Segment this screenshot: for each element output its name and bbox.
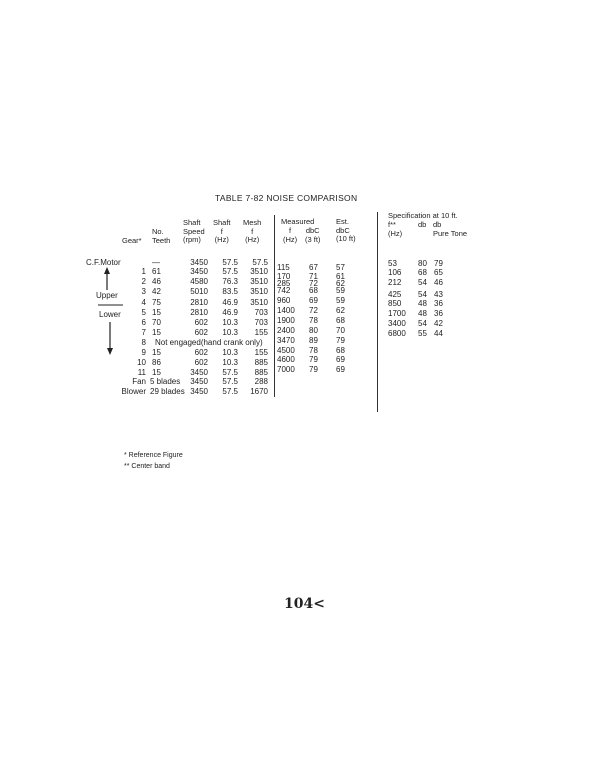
measured-f: 7000 — [277, 365, 295, 374]
shaft-f: 10.3 — [222, 358, 238, 367]
h: (3 ft) — [305, 234, 321, 244]
h: Speed — [183, 226, 205, 236]
h: (Hz) — [283, 234, 298, 244]
spec-db: 54 — [418, 319, 427, 328]
table-title: TABLE 7-82 NOISE COMPARISON — [215, 193, 358, 203]
gear-label: 9 — [141, 348, 146, 357]
spec-pure-tone: 36 — [434, 299, 443, 308]
mesh-f: 57.5 — [252, 258, 268, 267]
measured-dbc: 69 — [309, 296, 318, 305]
h: dbC — [336, 225, 350, 235]
header-mesh-f — [243, 219, 261, 245]
mesh-f: 3510 — [250, 277, 268, 286]
h: (Hz) — [214, 235, 229, 244]
h: Mesh — [243, 218, 262, 227]
gear-label: 2 — [141, 277, 146, 286]
measured-dbc: 72 — [309, 279, 318, 288]
spec-f: 106 — [388, 268, 402, 277]
h: (10 ft) — [336, 234, 356, 243]
spec-f: 3400 — [388, 319, 406, 328]
h: f** — [388, 220, 396, 229]
spec-pure-tone: 65 — [434, 268, 443, 277]
spec-f: 1700 — [388, 309, 406, 318]
mesh-f: 885 — [254, 358, 268, 367]
spec-pure-tone: 42 — [434, 319, 443, 328]
gear-label: Fan — [132, 377, 146, 386]
measured-f: 285 — [277, 279, 291, 288]
h: (Hz) — [245, 235, 260, 244]
shaft-f: 10.3 — [222, 348, 238, 357]
spec-pure-tone: 46 — [434, 278, 443, 287]
measured-f: 742 — [277, 286, 291, 295]
teeth: 29 blades — [150, 387, 185, 396]
teeth: 15 — [152, 308, 161, 317]
teeth: 15 — [152, 348, 161, 357]
gear-note: Not engaged(hand crank only) — [155, 338, 263, 347]
gear-label: Blower — [121, 387, 146, 396]
measured-dbc: 71 — [309, 272, 318, 281]
header-shaft-f — [213, 219, 231, 245]
header-meas-f — [283, 227, 297, 244]
header-spec: Specification at 10 ft. — [388, 211, 458, 220]
spec-pure-tone: 43 — [434, 290, 443, 299]
shaft-speed: 602 — [194, 348, 208, 357]
est-dbc: 68 — [336, 346, 345, 355]
h: dbC — [305, 226, 320, 235]
est-dbc: 69 — [336, 365, 345, 374]
gear-label: 8 — [141, 338, 146, 347]
gear-label: C.F.Motor — [86, 258, 121, 267]
est-dbc: 61 — [336, 272, 345, 281]
shaft-f: 46.9 — [222, 308, 238, 317]
measured-dbc: 72 — [309, 306, 318, 315]
measured-f: 3470 — [277, 336, 295, 345]
header-est — [336, 218, 356, 244]
h: f — [220, 226, 223, 236]
spec-f: 53 — [388, 259, 397, 268]
measured-f: 2400 — [277, 326, 295, 335]
teeth: 75 — [152, 298, 161, 307]
shaft-speed: 3450 — [190, 387, 208, 396]
est-dbc: 70 — [336, 326, 345, 335]
footnote-2: ** Center band — [124, 463, 170, 470]
header-teeth — [152, 228, 170, 245]
gear-label: 4 — [141, 298, 146, 307]
header-spec-db: db — [418, 220, 427, 229]
teeth: 70 — [152, 318, 161, 327]
divider-spec — [377, 212, 378, 412]
shaft-speed: 602 — [194, 358, 208, 367]
divider-measured — [274, 215, 275, 397]
shaft-speed: 3450 — [190, 258, 208, 267]
teeth: — — [152, 258, 160, 267]
spec-db: 54 — [418, 278, 427, 287]
gear-label: 10 — [137, 358, 146, 367]
mesh-f: 3510 — [250, 287, 268, 296]
mesh-f: 703 — [254, 308, 268, 317]
shaft-f: 57.5 — [222, 387, 238, 396]
mesh-f: 155 — [254, 348, 268, 357]
shaft-f: 10.3 — [222, 318, 238, 327]
h: (rpm) — [183, 235, 201, 244]
shaft-f: 57.5 — [222, 377, 238, 386]
measured-f: 4500 — [277, 346, 295, 355]
h: Est. — [336, 217, 349, 226]
label-lower: Lower — [99, 310, 121, 319]
shaft-speed: 3450 — [190, 267, 208, 276]
shaft-speed: 4580 — [190, 277, 208, 286]
est-dbc: 59 — [336, 296, 345, 305]
h: Pure Tone — [433, 228, 468, 238]
spec-db: 48 — [418, 299, 427, 308]
mesh-f: 288 — [254, 377, 268, 386]
h: Shaft — [213, 218, 231, 227]
shaft-f: 57.5 — [222, 368, 238, 377]
gear-label: 5 — [141, 308, 146, 317]
header-spec-f — [388, 221, 402, 238]
est-dbc: 79 — [336, 336, 345, 345]
est-dbc: 62 — [336, 279, 345, 288]
measured-f: 960 — [277, 296, 291, 305]
shaft-speed: 5010 — [190, 287, 208, 296]
shaft-f: 76.3 — [222, 277, 238, 286]
shaft-f: 57.5 — [222, 258, 238, 267]
header-measured: Measured — [281, 217, 315, 226]
gear-label: 11 — [137, 368, 146, 377]
h: (Hz) — [388, 228, 403, 238]
mesh-f: 3510 — [250, 267, 268, 276]
h: f — [289, 226, 292, 235]
header-spec-pure — [433, 221, 467, 238]
spec-pure-tone: 79 — [434, 259, 443, 268]
measured-f: 115 — [277, 263, 290, 272]
spec-f: 6800 — [388, 329, 406, 338]
measured-dbc: 79 — [309, 365, 318, 374]
mesh-f: 885 — [254, 368, 268, 377]
measured-dbc: 89 — [309, 336, 318, 345]
teeth: 61 — [152, 267, 161, 276]
est-dbc: 68 — [336, 316, 345, 325]
header-speed — [183, 219, 205, 245]
shaft-speed: 2810 — [190, 308, 208, 317]
spec-f: 425 — [388, 290, 402, 299]
label-upper: Upper — [96, 291, 118, 300]
gear-label: 6 — [141, 318, 146, 327]
shaft-f: 10.3 — [222, 328, 238, 337]
h: Shaft — [183, 218, 201, 227]
measured-f: 170 — [277, 272, 291, 281]
measured-dbc: 78 — [309, 316, 318, 325]
measured-f: 1900 — [277, 316, 295, 325]
est-dbc: 59 — [336, 286, 345, 295]
mesh-f: 1670 — [250, 387, 268, 396]
measured-dbc: 78 — [309, 346, 318, 355]
shaft-speed: 2810 — [190, 298, 208, 307]
header-meas-dbc — [305, 227, 320, 244]
mesh-f: 155 — [254, 328, 268, 337]
h: Teeth — [152, 235, 171, 245]
gear-label: 7 — [141, 328, 146, 337]
measured-dbc: 80 — [309, 326, 318, 335]
shaft-speed: 3450 — [190, 368, 208, 377]
shaft-speed: 3450 — [190, 377, 208, 386]
spec-db: 55 — [418, 329, 427, 338]
est-dbc: 57 — [336, 263, 345, 272]
shaft-f: 83.5 — [222, 287, 238, 296]
measured-f: 1400 — [277, 306, 295, 315]
spec-f: 850 — [388, 299, 402, 308]
h: f — [251, 226, 254, 236]
teeth: 15 — [152, 328, 161, 337]
est-dbc: 69 — [336, 355, 345, 364]
measured-dbc: 68 — [309, 286, 318, 295]
footnote-1: * Reference Figure — [124, 452, 183, 459]
gear-label: 3 — [141, 287, 146, 296]
header-gear: Gear* — [122, 236, 142, 245]
shaft-f: 57.5 — [222, 267, 238, 276]
shaft-f: 46.9 — [222, 298, 238, 307]
h: No. — [152, 227, 164, 236]
mesh-f: 3510 — [250, 298, 268, 307]
spec-db: 80 — [418, 259, 427, 268]
spec-f: 212 — [388, 278, 402, 287]
est-dbc: 62 — [336, 306, 345, 315]
spec-pure-tone: 44 — [434, 329, 443, 338]
spec-db: 48 — [418, 309, 427, 318]
gear-label: 1 — [141, 267, 146, 276]
teeth: 86 — [152, 358, 161, 367]
teeth: 15 — [152, 368, 161, 377]
measured-dbc: 79 — [309, 355, 318, 364]
teeth: 42 — [152, 287, 161, 296]
mesh-f: 703 — [254, 318, 268, 327]
spec-pure-tone: 36 — [434, 309, 443, 318]
spec-db: 54 — [418, 290, 427, 299]
measured-dbc: 67 — [309, 263, 318, 272]
teeth: 5 blades — [150, 377, 181, 386]
spec-db: 68 — [418, 268, 427, 277]
page-number: 104< — [284, 596, 325, 612]
shaft-speed: 602 — [194, 318, 208, 327]
teeth: 46 — [152, 277, 161, 286]
measured-f: 4600 — [277, 355, 295, 364]
shaft-speed: 602 — [194, 328, 208, 337]
h: db — [433, 220, 442, 229]
